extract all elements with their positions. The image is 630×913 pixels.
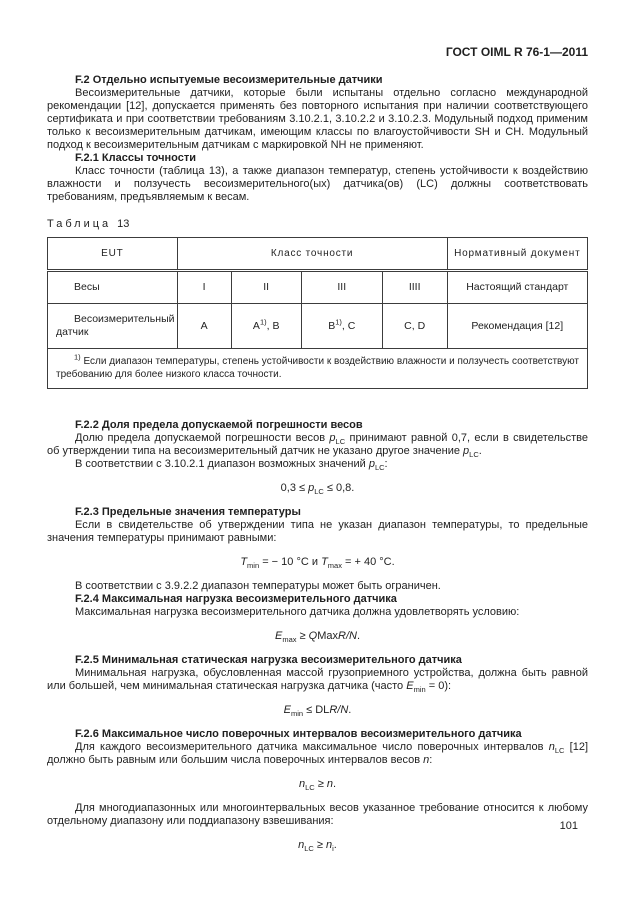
table-header-normative-document: Нормативный документ [447,238,587,271]
section-f21-paragraph: Класс точности (таблица 13), а также диапазон температур, степень устойчивости к воздействию влажности и ползучесть весоизмерительного(ых) датчика(ов) (LC) должны соответствовать требованиям, предъявляемым к весам. [47,165,588,203]
text-run: Долю предела допускаемой погрешности весов [75,432,330,444]
cell-load-cell-class-2 [231,304,301,349]
formula-text: ≥ [296,630,309,642]
formula-text: Max [317,630,338,642]
subscript-min: min [413,685,426,695]
formula-plc-range [47,482,588,495]
cell-scales-name: Весы [48,271,178,304]
formula-emin [47,704,588,717]
section-f23-paragraph-1: Если в свидетельстве об утверждении типа не указан диапазон температуры, то предельные значения температуры принимают равными: [47,519,588,544]
variable-p: p [368,458,375,470]
variable-p: p [308,482,315,494]
variable-n: n [326,839,333,851]
variable-e: E [274,630,283,642]
subscript-lc: LC [304,844,314,854]
formula-text: . [348,704,352,716]
subscript-i: i [332,844,334,854]
subscript-max: max [282,635,297,645]
subscript-min: min [247,561,260,571]
text-run: [12] должно быть равным или большим числа поверочных интервалов весов [47,741,588,766]
subscript-lc: LC [335,437,346,447]
formula-text: . [333,839,337,851]
cell-load-cell-name: Весоизмерительный датчик [48,304,178,349]
variable-n: n [548,741,555,753]
table-13-caption [47,218,588,231]
cell-scales-document: Настоящий стандарт [447,271,587,304]
text-run: = 0): [425,680,452,692]
page-number: 101 [559,820,578,832]
cell-load-cell-class-1: А [177,304,231,349]
section-f21-heading: F.2.1 Классы точности [75,152,196,164]
table-caption-word: Таблица [47,218,112,230]
table-row-scales [48,271,588,304]
variable-e: E [406,680,414,692]
text-run: : [384,458,388,470]
cell-scales-class-2: II [231,271,301,304]
text-run: принимают равной 0,7, если в свидетельстве об утверждении типа на весоизмерительный датчик не указано другое значение [47,432,588,457]
footnote-text: Если диапазон температуры, степень устойчивости к воздействию влажности и ползучесть соответствуют требованию для более низкого класса точности. [56,356,579,380]
subscript-lc: LC [469,450,479,460]
text-run: . [478,445,482,457]
table-header-eut: EUT [48,238,178,271]
subscript-lc: LC [554,746,565,756]
table-footnote-row [48,349,588,389]
variable-p: p [463,445,470,457]
section-f24-heading: F.2.4 Максимальная нагрузка весоизмерительного датчика [75,593,397,605]
section-f26-paragraph-1 [47,741,588,767]
section-f25-paragraph [47,667,588,693]
section-f24-paragraph: Максимальная нагрузка весоизмерительного датчика должна удовлетворять условию: [75,606,520,618]
subscript-max: max [327,561,342,571]
subscript-min: min [291,709,304,719]
subscript-lc: LC [314,487,324,497]
formula-text: ≥ [313,839,326,851]
variable-n: n [298,778,306,790]
text-run: : [429,754,433,766]
cell-scales-class-4: IIII [382,271,447,304]
formula-text: ≤ DL [303,704,330,716]
section-f22-heading: F.2.2 Доля предела допускаемой погрешности весов [75,419,363,431]
cell-scales-class-3: III [301,271,382,304]
footnote-ref: 1) [259,317,267,326]
formula-text: ≥ [314,778,327,790]
section-f22-paragraph-2 [47,458,588,471]
variable-n: n [326,778,333,790]
footnote-ref: 1) [335,317,342,326]
section-f22-paragraph-1 [47,432,588,458]
formula-text: ≤ 0,8. [323,482,355,494]
page-content [47,46,588,863]
section-f2-heading: F.2 Отдельно испытуемые весоизмерительные датчики [75,74,383,86]
formula-text: 0,3 ≤ [280,482,309,494]
table-caption-number: 13 [117,218,130,230]
formula-nlc-n [47,778,588,791]
variable-t: T [240,556,248,568]
table-row-load-cell [48,304,588,349]
variable-n: n [423,754,430,766]
text-run: Минимальная нагрузка, обусловленная массой грузоприемного устройства, должна быть равной или большей, чем минимальная статическая нагрузка датчика (часто [47,667,588,692]
section-f2-paragraph: Весоизмерительные датчики, которые были испытаны отдельно согласно международной рекомендации [12], допускается применять без повторного испытания при наличии соответствующего сертификата и при соответствии требованиям 3.10.2.1, 3.10.2.2 и 3.10.2.3. Модульный подход применим только к весоизмерительным датчикам, имеющим классы по влагоустойчивости SH и CH. Модульный подход к весоизмерительным датчикам с маркировкой NH не применяют. [47,87,588,151]
footnote-marker: 1) [74,352,81,362]
text-run: В соответствии с 3.10.2.1 диапазон возможных значений [75,458,369,470]
section-f23-paragraph-2: В соответствии с 3.9.2.2 диапазон температуры может быть ограничен. [75,580,441,592]
section-f26-heading: F.2.6 Максимальное число поверочных интервалов весоизмерительного датчика [75,728,522,740]
subscript-lc: LC [374,463,385,473]
cell-load-cell-document: Рекомендация [12] [447,304,587,349]
formula-temperature-limits [47,556,588,569]
text-run: Для каждого весоизмерительного датчика максимальное число поверочных интервалов [75,741,549,753]
variable-n: n [298,839,305,851]
variable-p: p [329,432,336,444]
cell-text: А [252,319,260,332]
variable-e: E [283,704,291,716]
table-header-row [48,238,588,271]
cell-scales-class-1: I [177,271,231,304]
variable-rn: R/N [329,704,349,716]
cell-text: , С [341,319,356,332]
variable-rn: R/N [338,630,357,642]
formula-emax [47,630,588,643]
section-f26-paragraph-2: Для многодиапазонных или многоинтервальных весов указанное требование относится к любому отдельному диапазону или поддиапазону взвешивания: [47,802,588,827]
formula-text: = − 10 °C и [259,556,322,568]
table-header-accuracy-class: Класс точности [177,238,447,271]
table-13 [47,237,588,389]
table-footnote [48,349,588,389]
section-f25-heading: F.2.5 Минимальная статическая нагрузка весоизмерительного датчика [75,654,462,666]
standard-designation: ГОСТ OIML R 76-1—2011 [445,45,588,59]
variable-q: Q [308,630,318,642]
subscript-lc: LC [305,783,315,793]
formula-nlc-ni [47,839,588,852]
formula-text: . [356,630,361,642]
cell-load-cell-class-3 [301,304,382,349]
variable-t: T [321,556,328,568]
formula-text: . [332,778,337,790]
section-f23-heading: F.2.3 Предельные значения температуры [75,506,301,518]
cell-text: , В [266,319,280,332]
formula-text: = + 40 °C. [341,556,395,568]
cell-load-cell-class-4: С, D [382,304,447,349]
cell-text: В [328,319,336,332]
